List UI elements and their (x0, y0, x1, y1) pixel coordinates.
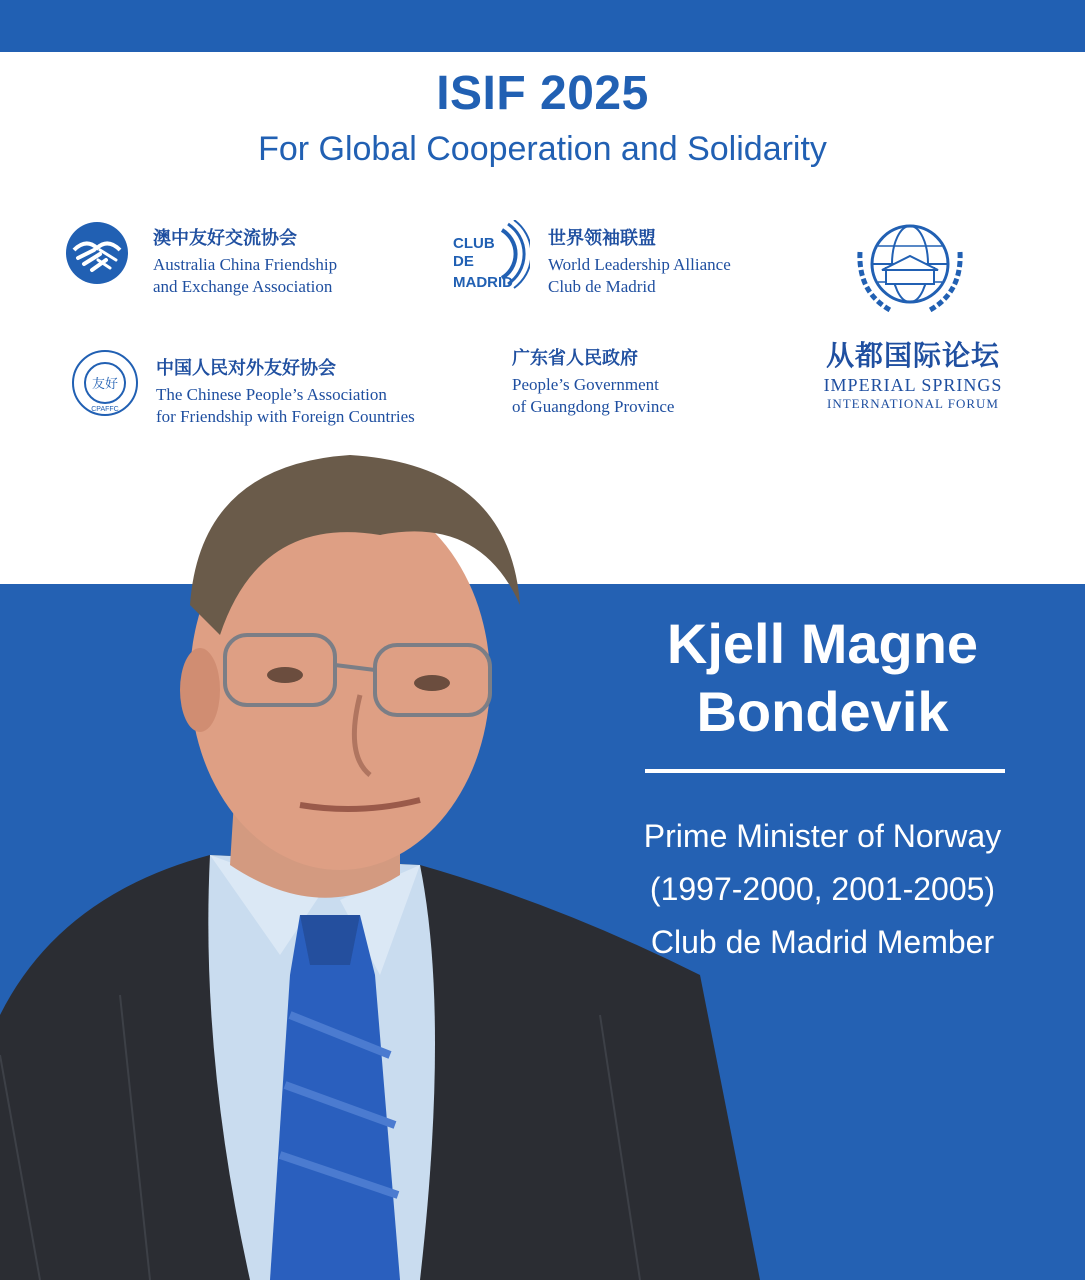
event-title: ISIF 2025 (436, 67, 649, 120)
club-de-madrid-name-zh: 世界领袖联盟 (548, 228, 656, 248)
acfea-name-line1: Australia China Friendship (153, 255, 338, 274)
svg-text:DE: DE (453, 253, 474, 270)
speaker-name (620, 610, 1025, 746)
isif-wordmark (808, 334, 1018, 414)
guangdong-name-line1: People’s Government (512, 375, 659, 394)
cpaffc-logo (70, 348, 460, 426)
name-divider (645, 769, 1005, 773)
handshake-globe-icon (64, 220, 130, 286)
cpaffc-name-line1: The Chinese People’s Association (156, 385, 387, 404)
guangdong-logo (512, 342, 752, 414)
club-de-madrid-name-line1: World Leadership Alliance (548, 255, 731, 274)
acfea-name-line2: and Exchange Association (153, 277, 333, 296)
svg-text:MADRID: MADRID (453, 274, 513, 291)
club-de-madrid-mark-icon (450, 220, 530, 295)
isif-emblem (850, 212, 970, 322)
svg-text:CPAFFC: CPAFFC (91, 406, 119, 413)
cpaffc-name-line2: for Friendship with Foreign Countries (156, 407, 415, 426)
guangdong-name-zh: 广东省人民政府 (512, 348, 638, 368)
isif-name-zh: 从都国际论坛 (825, 341, 1000, 372)
speaker-name-line2: Bondevik (696, 680, 949, 743)
cpaffc-seal-icon (70, 348, 140, 418)
speaker-role-line3: Club de Madrid Member (650, 924, 995, 960)
event-subtitle: For Global Cooperation and Solidarity (258, 130, 827, 168)
isif-name-line1: IMPERIAL SPRINGS (823, 375, 1003, 395)
club-de-madrid-logo (450, 220, 790, 300)
svg-text:CLUB: CLUB (453, 235, 495, 252)
club-de-madrid-name-line2: Club de Madrid (548, 277, 656, 296)
top-banner-bar (0, 0, 1085, 52)
speaker-role-line1: Prime Minister of Norway (643, 818, 1002, 854)
speaker-description (600, 810, 1045, 969)
cpaffc-name-zh: 中国人民对外友好协会 (156, 358, 336, 378)
speaker-name-line1: Kjell Magne (666, 612, 979, 675)
speaker-role-line2: (1997-2000, 2001-2005) (649, 871, 996, 907)
guangdong-name-line2: of Guangdong Province (512, 397, 675, 416)
svg-text:友好: 友好 (91, 377, 119, 392)
acfea-logo (64, 220, 384, 296)
acfea-name-zh: 澳中友好交流协会 (153, 228, 297, 248)
isif-name-line2: INTERNATIONAL FORUM (827, 396, 999, 411)
globe-laurel-icon (850, 212, 970, 322)
